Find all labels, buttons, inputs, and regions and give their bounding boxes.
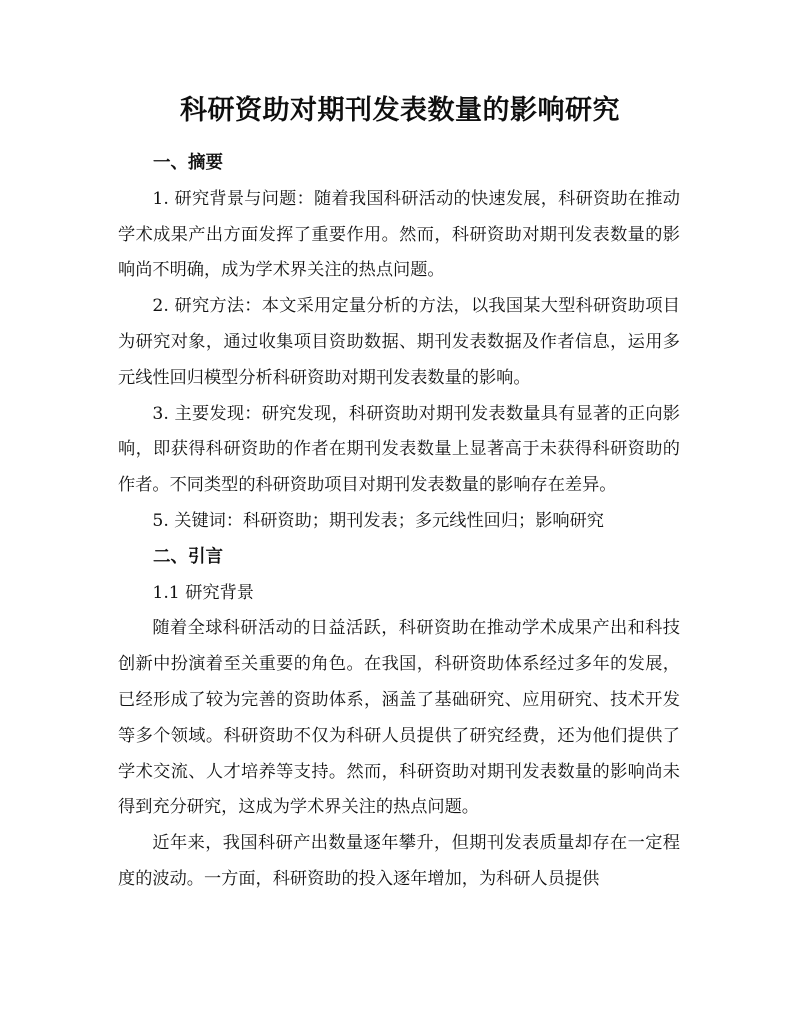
document-title: 科研资助对期刊发表数量的影响研究 [180, 95, 620, 126]
abstract-item-method: 2. 研究方法：本文采用定量分析的方法，以我国某大型科研资助项目为研究对象，通过收集项目资助数据、期刊发表数据及作者信息，运用多元线性回归模型分析科研资助对期刊发表数量的影响。 [118, 296, 680, 388]
abstract-item-background: 1. 研究背景与问题：随着我国科研活动的快速发展，科研资助在推动学术成果产出方面发挥了重要作用。然而，科研资助对期刊发表数量的影响尚不明确，成为学术界关注的热点问题。 [118, 188, 680, 281]
section-heading-abstract: 一、摘要 [153, 153, 223, 173]
intro-paragraph: 近年来，我国科研产出数量逐年攀升，但期刊发表质量却存在一定程度的波动。一方面，科研资助的投入逐年增加，为科研人员提供 [118, 833, 680, 889]
subsection-heading-background: 1.1 研究背景 [152, 582, 254, 603]
abstract-item-findings: 3. 主要发现：研究发现，科研资助对期刊发表数量具有显著的正向影响，即获得科研资助的作者在期刊发表数量上显著高于未获得科研资助的作者。不同类型的科研资助项目对期刊发表数量的影响存在差异。 [118, 403, 680, 496]
abstract-item-keywords: 5. 关键词：科研资助；期刊发表；多元线性回归；影响研究 [152, 510, 604, 531]
section-heading-introduction: 二、引言 [153, 546, 223, 567]
document-body [118, 146, 680, 898]
intro-paragraph: 随着全球科研活动的日益活跃，科研资助在推动学术成果产出和科技创新中扮演着至关重要的角色。在我国，科研资助体系经过多年的发展，已经形成了较为完善的资助体系，涵盖了基础研究、应用研究、技术开发等多个领域。科研资助不仅为科研人员提供了研究经费，还为他们提供了学术交流、人才培养等支持。然而，科研资助对期刊发表数量的影响尚未得到充分研究，这成为学术界关注的热点问题。 [118, 618, 680, 818]
